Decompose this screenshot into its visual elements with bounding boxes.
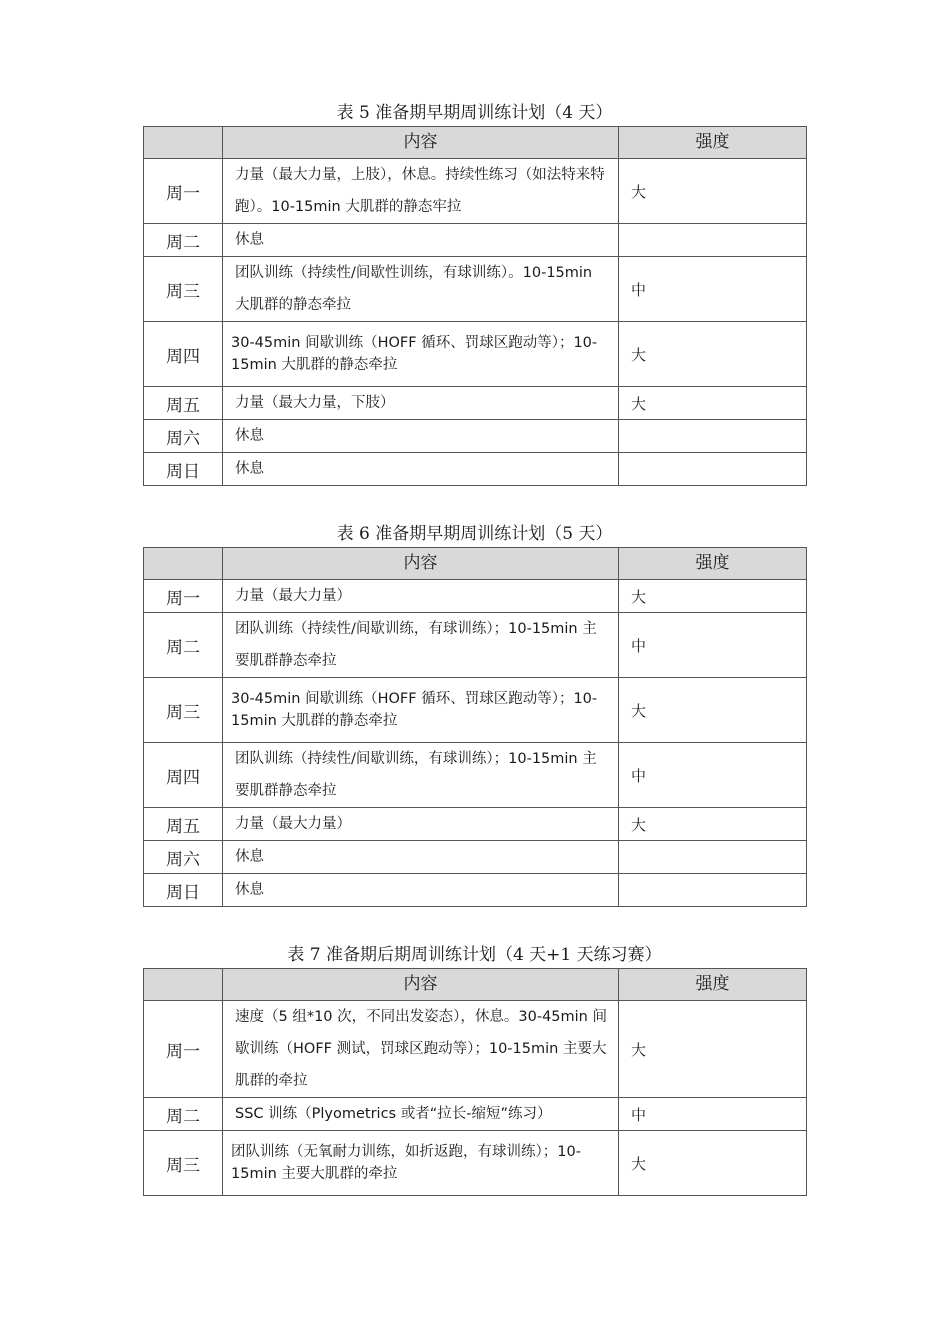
row-day: 周四 <box>144 322 223 387</box>
row-day: 周一 <box>144 159 223 224</box>
table-row <box>144 678 807 743</box>
row-level <box>619 874 807 907</box>
row-level <box>619 224 807 257</box>
row-day: 周五 <box>144 808 223 841</box>
table-header-row <box>144 548 807 580</box>
row-content: SSC 训练（Plyometrics 或者“拉长-缩短”练习） <box>223 1098 619 1131</box>
row-day: 周四 <box>144 743 223 808</box>
row-day: 周六 <box>144 420 223 453</box>
row-day: 周一 <box>144 580 223 613</box>
table-row <box>144 322 807 387</box>
table-7-block <box>143 942 806 1196</box>
row-level: 大 <box>619 1001 807 1098</box>
table-row <box>144 257 807 322</box>
row-day: 周三 <box>144 678 223 743</box>
row-level: 大 <box>619 322 807 387</box>
row-level: 大 <box>619 159 807 224</box>
row-level: 中 <box>619 743 807 808</box>
row-day: 周二 <box>144 224 223 257</box>
row-level: 大 <box>619 1131 807 1196</box>
row-content: 速度（5 组*10 次，不同出发姿态），休息。30-45min 间歇训练（HOFF 测试，罚球区跑动等）；10-15min 主要大肌群的牵拉 <box>223 1001 619 1098</box>
row-content: 团队训练（无氧耐力训练，如折返跑，有球训练）；10-15min 主要大肌群的牵拉 <box>223 1131 619 1196</box>
training-table-5 <box>143 126 807 486</box>
header-day <box>144 969 223 1001</box>
row-day: 周三 <box>144 257 223 322</box>
row-content: 休息 <box>223 874 619 907</box>
row-level <box>619 841 807 874</box>
row-level: 中 <box>619 1098 807 1131</box>
row-content: 30-45min 间歇训练（HOFF 循环、罚球区跑动等）；10-15min 大肌群的静态牵拉 <box>223 322 619 387</box>
table-row <box>144 808 807 841</box>
row-day: 周五 <box>144 387 223 420</box>
row-content: 力量（最大力量，上肢），休息。持续性练习（如法特来特跑）。10-15min 大肌群的静态牢拉 <box>223 159 619 224</box>
row-day: 周一 <box>144 1001 223 1098</box>
table-header-row <box>144 969 807 1001</box>
table-row <box>144 159 807 224</box>
header-level: 强度 <box>619 127 807 159</box>
row-day: 周日 <box>144 874 223 907</box>
row-day: 周三 <box>144 1131 223 1196</box>
training-table-7 <box>143 968 807 1196</box>
table-row <box>144 743 807 808</box>
table-caption: 表 6 准备期早期周训练计划（5 天） <box>336 524 613 544</box>
table-6-block <box>143 521 806 907</box>
header-day <box>144 548 223 580</box>
table-row <box>144 1001 807 1098</box>
table-row <box>144 387 807 420</box>
table-header-row <box>144 127 807 159</box>
row-content: 团队训练（持续性/间歇训练，有球训练）；10-15min 主要肌群静态牵拉 <box>223 743 619 808</box>
row-level: 大 <box>619 808 807 841</box>
row-content: 休息 <box>223 420 619 453</box>
row-content: 休息 <box>223 841 619 874</box>
header-content: 内容 <box>223 969 619 1001</box>
table-row <box>144 841 807 874</box>
header-day <box>144 127 223 159</box>
row-level: 中 <box>619 613 807 678</box>
table-caption: 表 5 准备期早期周训练计划（4 天） <box>336 103 613 123</box>
row-content: 团队训练（持续性/间歇性训练，有球训练）。10-15min 大肌群的静态牵拉 <box>223 257 619 322</box>
row-content: 力量（最大力量） <box>223 808 619 841</box>
row-level <box>619 453 807 486</box>
table-row <box>144 1098 807 1131</box>
table-5-block <box>143 100 806 486</box>
row-day: 周六 <box>144 841 223 874</box>
table-row <box>144 613 807 678</box>
row-day: 周日 <box>144 453 223 486</box>
row-content: 力量（最大力量，下肢） <box>223 387 619 420</box>
row-content: 休息 <box>223 224 619 257</box>
header-level: 强度 <box>619 548 807 580</box>
row-content: 30-45min 间歇训练（HOFF 循环、罚球区跑动等）；10-15min 大肌群的静态牵拉 <box>223 678 619 743</box>
training-table-6 <box>143 547 807 907</box>
table-caption: 表 7 准备期后期周训练计划（4 天+1 天练习赛） <box>287 945 662 965</box>
header-level: 强度 <box>619 969 807 1001</box>
header-content: 内容 <box>223 548 619 580</box>
row-level: 中 <box>619 257 807 322</box>
row-content: 休息 <box>223 453 619 486</box>
table-row <box>144 580 807 613</box>
table-row <box>144 224 807 257</box>
row-day: 周二 <box>144 1098 223 1131</box>
table-row <box>144 453 807 486</box>
row-content: 力量（最大力量） <box>223 580 619 613</box>
row-level: 大 <box>619 387 807 420</box>
header-content: 内容 <box>223 127 619 159</box>
row-level: 大 <box>619 580 807 613</box>
row-level: 大 <box>619 678 807 743</box>
table-row <box>144 1131 807 1196</box>
table-row <box>144 420 807 453</box>
row-content: 团队训练（持续性/间歇训练，有球训练）；10-15min 主要肌群静态牵拉 <box>223 613 619 678</box>
row-level <box>619 420 807 453</box>
table-row <box>144 874 807 907</box>
row-day: 周二 <box>144 613 223 678</box>
